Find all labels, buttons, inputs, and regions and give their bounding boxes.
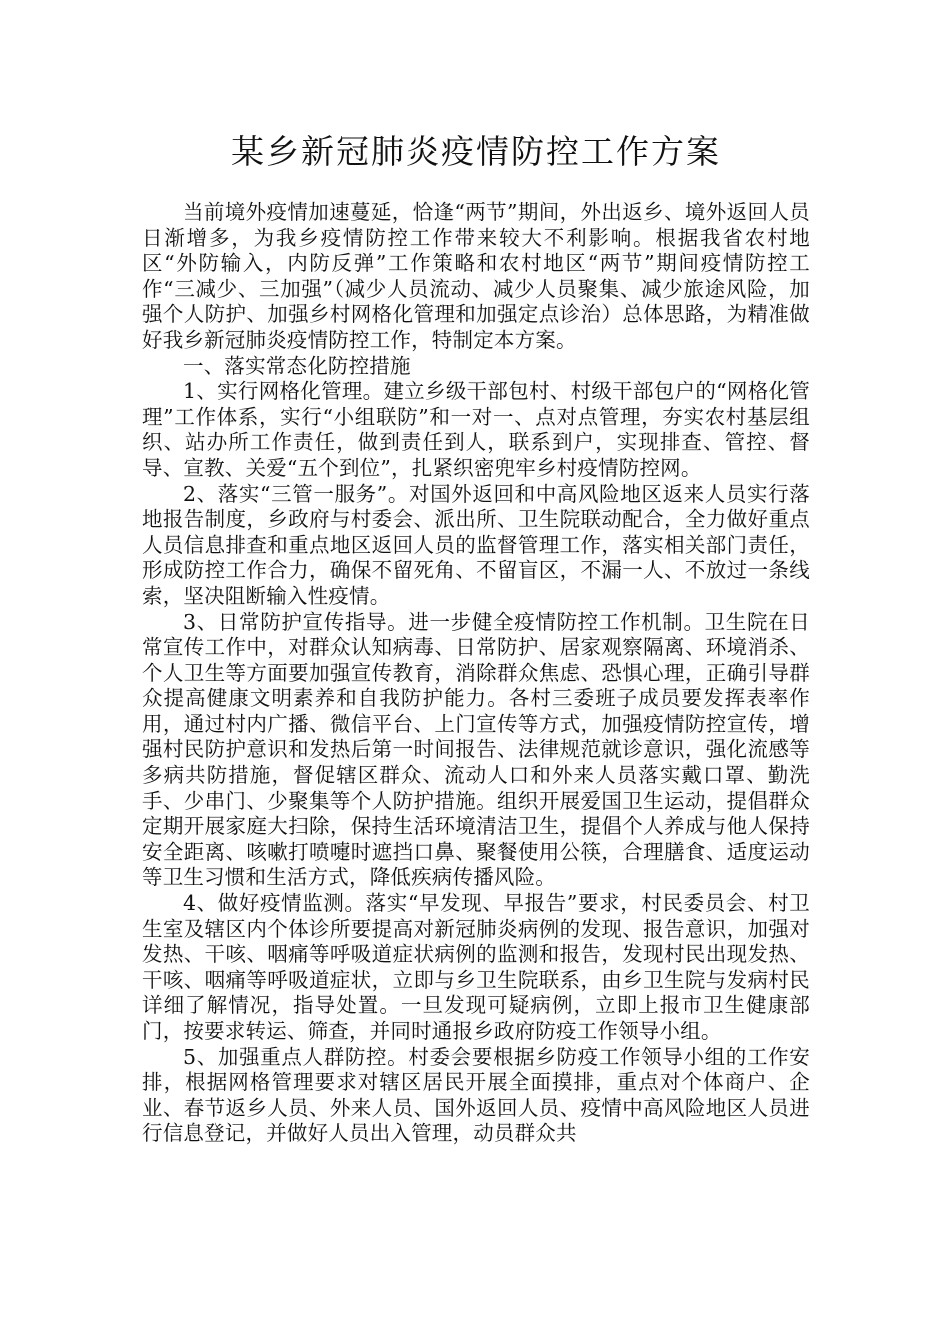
paragraph-item-1: 1、实行网格化管理。建立乡级干部包村、村级干部包户的“网格化管理”工作体系，实行“小组联防”和一对一、点对点管理，夯实农村基层组织、站办所工作责任，做到责任到人，联系到户，实现排查、管控、督导、宣教、关爱“五个到位”，扎紧织密兜牢乡村疫情防控网。	[142, 379, 810, 480]
paragraph-item-4: 4、做好疫情监测。落实“早发现、早报告”要求，村民委员会、村卫生室及辖区内个体诊所要提高对新冠肺炎病例的发现、报告意识，加强对发热、干咳、咽痛等呼吸道症状病例的监测和报告，发现村民出现发热、干咳、咽痛等呼吸道症状，立即与乡卫生院联系，由乡卫生院与发病村民详细了解情况，指导处置。一旦发现可疑病例，立即上报市卫生健康部门，按要求转运、筛查，并同时通报乡政府防疫工作领导小组。	[142, 891, 810, 1043]
document-body	[142, 200, 810, 1147]
paragraph-item-2: 2、落实“三管一服务”。对国外返回和中高风险地区返来人员实行落地报告制度，乡政府与村委会、派出所、卫生院联动配合，全力做好重点人员信息排查和重点地区返回人员的监督管理工作，落实相关部门责任，形成防控工作合力，确保不留死角、不留盲区，不漏一人、不放过一条线索，坚决阻断输入性疫情。	[142, 481, 810, 608]
document-title: 某乡新冠肺炎疫情防控工作方案	[231, 132, 721, 171]
paragraph-item-5: 5、加强重点人群防控。村委会要根据乡防疫工作领导小组的工作安排，根据网格管理要求对辖区居民开展全面摸排，重点对个体商户、企业、春节返乡人员、外来人员、国外返回人员、疫情中高风险地区人员进行信息登记，并做好人员出入管理，动员群众共	[142, 1044, 810, 1146]
section-heading-1: 一、落实常态化防控措施	[183, 353, 411, 378]
paragraph-intro: 当前境外疫情加速蔓延，恰逢“两节”期间，外出返乡、境外返回人员日渐增多，为我乡疫情防控工作带来较大不利影响。根据我省农村地区“外防输入，内防反弹”工作策略和农村地区“两节”期间疫情防控工作“三减少、三加强”（减少人员流动、减少人员聚集、减少旅途风险，加强个人防护、加强乡村网格化管理和加强定点诊治）总体思路，为精准做好我乡新冠肺炎疫情防控工作，特制定本方案。	[142, 200, 810, 352]
paragraph-item-3: 3、日常防护宣传指导。进一步健全疫情防控工作机制。卫生院在日常宣传工作中，对群众认知病毒、日常防护、居家观察隔离、环境消杀、个人卫生等方面要加强宣传教育，消除群众焦虑、恐惧心理，正确引导群众提高健康文明素养和自我防护能力。各村三委班子成员要发挥表率作用，通过村内广播、微信平台、上门宣传等方式，加强疫情防控宣传，增强村民防护意识和发热后第一时间报告、法律规范就诊意识，强化流感等多病共防措施，督促辖区群众、流动人口和外来人员落实戴口罩、勤洗手、少串门、少聚集等个人防护措施。组织开展爱国卫生运动，提倡群众定期开展家庭大扫除，保持生活环境清洁卫生，提倡个人养成与他人保持安全距离、咳嗽打喷嚏时遮挡口鼻、聚餐使用公筷，合理膳食、适度运动等卫生习惯和生活方式，降低疾病传播风险。	[142, 609, 810, 890]
